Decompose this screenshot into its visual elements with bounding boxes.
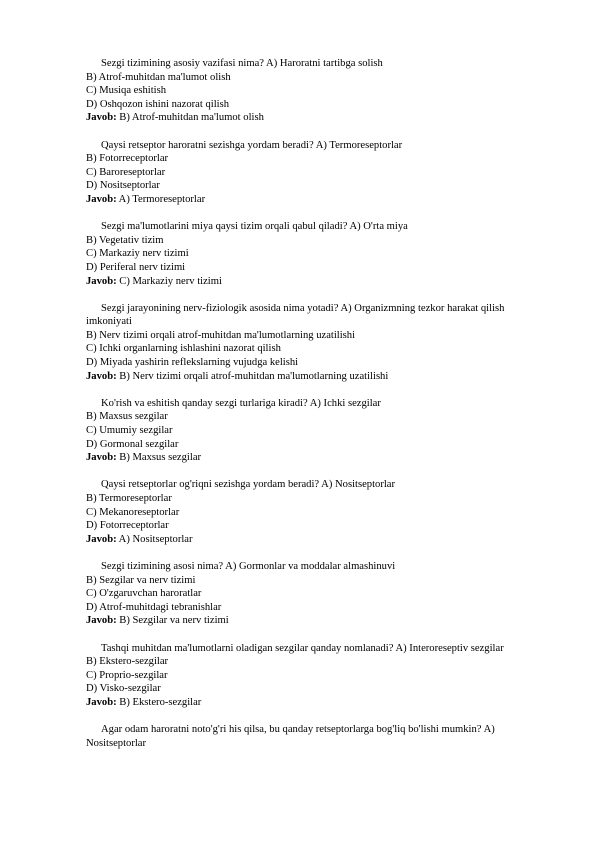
option-c: C) Musiqa eshitish (86, 85, 167, 97)
question-text: Qaysi retseptor haroratni sezishga yordam beradi? A) Termoreseptorlar (101, 139, 403, 151)
option-c: C) Mekanoreseptorlar (86, 506, 180, 518)
answer-label: Javob: (86, 370, 117, 382)
document-content (86, 57, 548, 764)
option-d: D) Nositseptorlar (86, 180, 160, 192)
question-text: Sezgi tizimining asosiy vazifasi nima? A) Haroratni tartibga solish (101, 58, 383, 69)
option-c: C) O'zgaruvchan haroratlar (86, 588, 202, 600)
question-text: Sezgi tizimining asosi nima? A) Gormonlar va moddalar almashinuvi (101, 560, 396, 572)
option-c: C) Baroreseptorlar (86, 166, 166, 178)
answer-label: Javob: (86, 452, 117, 464)
answer-line (86, 451, 548, 465)
option-b: B) Nerv tizimi orqali atrof-muhitdan ma'lumotlarning uzatilishi (86, 329, 356, 341)
question-block (86, 560, 548, 628)
option-d: D) Atrof-muhitdagi tebranishlar (86, 601, 222, 613)
answer-line (86, 111, 548, 125)
option-c: C) Proprio-sezgilar (86, 669, 168, 681)
option-d: D) Fotorreceptorlar (86, 520, 169, 532)
answer-label: Javob: (86, 112, 117, 124)
question-block (86, 397, 548, 465)
question-block (86, 57, 548, 125)
answer-text: A) Nositseptorlar (116, 533, 193, 545)
question-text: Sezgi jarayonining nerv-fiziologik asosida nima yotadi? A) Organizmning tezkor harakat qilish imkoniyati (86, 302, 505, 328)
answer-line (86, 275, 548, 289)
answer-line (86, 370, 548, 384)
option-c: C) Umumiy sezgilar (86, 425, 173, 437)
question-block (86, 642, 548, 710)
answer-line (86, 614, 548, 628)
option-d: D) Miyada yashirin reflekslarning vujudga kelishi (86, 357, 299, 369)
answer-text: B) Maxsus sezgilar (116, 452, 202, 464)
answer-text: B) Sezgilar va nerv tizimi (116, 615, 229, 627)
answer-label: Javob: (86, 193, 117, 205)
answer-label: Javob: (86, 275, 117, 287)
answer-label: Javob: (86, 615, 117, 627)
answer-text: B) Ekstero-sezgilar (116, 696, 202, 708)
answer-label: Javob: (86, 696, 117, 708)
answer-line (86, 193, 548, 207)
option-b: B) Fotorreceptorlar (86, 153, 169, 165)
option-d: D) Visko-sezgilar (86, 683, 161, 695)
option-b: B) Atrof-muhitdan ma'lumot olish (86, 71, 231, 83)
option-c: C) Markaziy nerv tizimi (86, 248, 189, 260)
question-text: Tashqi muhitdan ma'lumotlarni oladigan sezgilar qanday nomlanadi? A) Interoreseptiv sezgilar (101, 642, 504, 654)
question-text: Agar odam haroratni noto'g'ri his qilsa, bu qanday retseptorlarga bog'liq bo'lishi mumkin? A) Nositseptorlar (86, 724, 495, 749)
option-b: B) Maxsus sezgilar (86, 411, 168, 423)
answer-line (86, 533, 548, 547)
answer-text: B) Atrof-muhitdan ma'lumot olish (116, 112, 264, 124)
option-d: D) Periferal nerv tizimi (86, 261, 186, 273)
option-b: B) Vegetativ tizim (86, 234, 164, 246)
question-block (86, 478, 548, 546)
answer-text: A) Termoreseptorlar (116, 193, 206, 205)
option-c: C) Ichki organlarning ishlashini nazorat qilish (86, 343, 281, 355)
question-text: Ko'rish va eshitish qanday sezgi turlariga kiradi? A) Ichki sezgilar (101, 397, 381, 409)
answer-line (86, 696, 548, 710)
question-text: Sezgi ma'lumotlarini miya qaysi tizim orqali qabul qiladi? A) O'rta miya (101, 221, 408, 233)
answer-text: B) Nerv tizimi orqali atrof-muhitdan ma'lumotlarning uzatilishi (116, 370, 389, 382)
question-block (86, 723, 548, 750)
option-b: B) Termoreseptorlar (86, 493, 172, 504)
option-b: B) Ekstero-sezgilar (86, 656, 169, 668)
option-d: D) Oshqozon ishini nazorat qilish (86, 98, 229, 110)
answer-text: C) Markaziy nerv tizimi (116, 275, 222, 287)
answer-label: Javob: (86, 533, 117, 545)
question-block (86, 139, 548, 207)
option-b: B) Sezgilar va nerv tizimi (86, 574, 196, 586)
question-text: Qaysi retseptorlar og'riqni sezishga yordam beradi? A) Nositseptorlar (101, 479, 396, 491)
option-d: D) Gormonal sezgilar (86, 438, 179, 450)
question-block (86, 220, 548, 288)
question-block (86, 302, 548, 384)
